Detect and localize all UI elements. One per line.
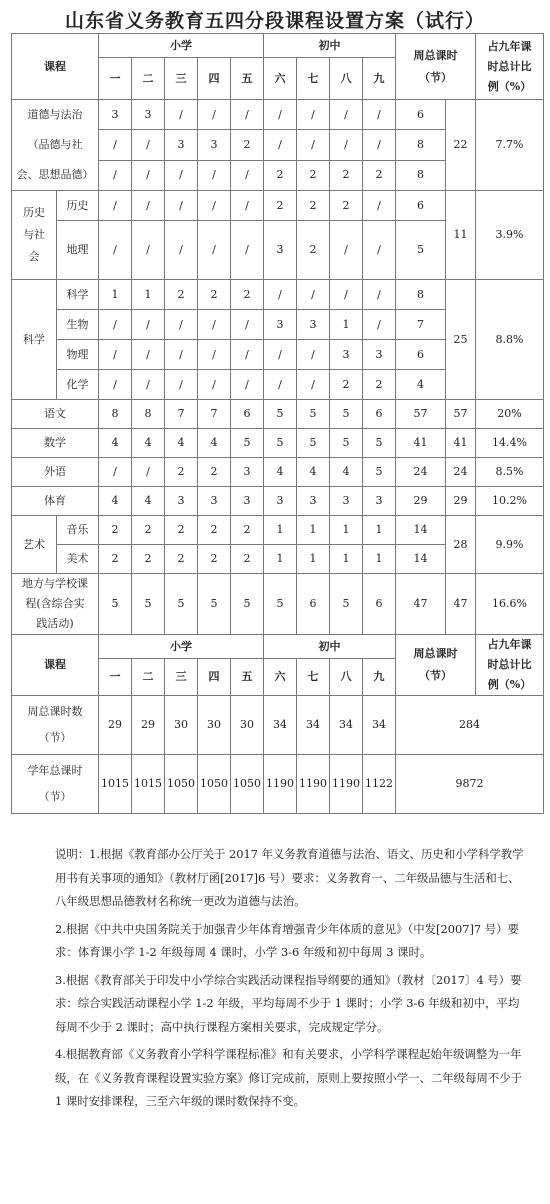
grade-cell: 30 <box>198 696 231 755</box>
grade-cell: / <box>231 221 264 280</box>
grade-cell: 3 <box>363 340 396 370</box>
grade-cell: 6 <box>231 400 264 429</box>
grade-cell: 5 <box>231 429 264 458</box>
grade-cell: 2 <box>231 545 264 574</box>
grade-cell: 1 <box>297 516 330 545</box>
header-weekly-total: 周总课时 （节） <box>396 635 476 696</box>
grade-cell: 5 <box>330 429 363 458</box>
grade-cell: 2 <box>198 545 231 574</box>
table-row <box>12 696 544 755</box>
grade-cell: / <box>165 221 198 280</box>
grade-cell: 4 <box>330 458 363 487</box>
row-total: 24 <box>396 458 446 487</box>
grade-cell: 3 <box>198 130 231 160</box>
group-total: 41 <box>446 429 476 458</box>
grade-cell: 7 <box>165 400 198 429</box>
grade-cell: / <box>330 130 363 160</box>
header-grade: 八 <box>330 659 363 696</box>
grade-cell: / <box>99 458 132 487</box>
grade-cell: / <box>132 160 165 190</box>
weekly-grand-total: 284 <box>396 696 544 755</box>
grade-cell: 4 <box>99 429 132 458</box>
grade-cell: / <box>297 130 330 160</box>
grade-cell: 2 <box>297 160 330 190</box>
row-total: 4 <box>396 370 446 400</box>
grade-cell: 5 <box>297 400 330 429</box>
group-percent: 20% <box>476 400 544 429</box>
grade-cell: 3 <box>99 100 132 130</box>
group-total: 25 <box>446 280 476 400</box>
grade-cell: 2 <box>231 516 264 545</box>
grade-cell: / <box>165 100 198 130</box>
grade-cell: / <box>264 100 297 130</box>
grade-cell: 2 <box>297 221 330 280</box>
row-total: 57 <box>396 400 446 429</box>
grade-cell: 2 <box>198 458 231 487</box>
subject-local: 地方与学校课 程(含综合实 践活动) <box>12 574 99 635</box>
grade-cell: / <box>132 191 165 221</box>
header-grade: 二 <box>132 58 165 100</box>
grade-cell: 2 <box>363 160 396 190</box>
grade-cell: 4 <box>297 458 330 487</box>
grade-cell: 3 <box>198 487 231 516</box>
header-grade: 四 <box>198 58 231 100</box>
grade-cell: 2 <box>198 516 231 545</box>
note-4: 4.根据教育部《义务教育小学科学课程标准》和有关要求，小学科学课程起始年级调整为一年级，在《义务教育课程设置实验方案》修订完成前，原则上要按照小学一、二年级每周不少于 1 课时安排课程，三至六年级的课时数保持不变。 <box>55 1047 523 1108</box>
sub-subject: 美术 <box>57 545 99 574</box>
subject-science: 科学 <box>12 280 57 400</box>
grade-cell: / <box>99 130 132 160</box>
grade-cell: / <box>198 310 231 340</box>
grade-cell: 4 <box>165 429 198 458</box>
grade-cell: 1 <box>99 280 132 310</box>
grade-cell: / <box>99 191 132 221</box>
header-grade: 九 <box>363 58 396 100</box>
grade-cell: 3 <box>132 100 165 130</box>
grade-cell: / <box>363 100 396 130</box>
grade-cell: 2 <box>132 516 165 545</box>
grade-cell: / <box>165 310 198 340</box>
group-percent: 8.8% <box>476 280 544 400</box>
grade-cell: / <box>165 191 198 221</box>
yearly-total-label: 学年总课时 （节） <box>12 755 99 814</box>
grade-cell: 1 <box>330 516 363 545</box>
table-row <box>12 574 544 635</box>
row-total: 5 <box>396 221 446 280</box>
grade-cell: / <box>198 370 231 400</box>
grade-cell: / <box>297 100 330 130</box>
header-percent: 占九年课 时总计比 例（%） <box>476 34 544 100</box>
grade-cell: / <box>330 280 363 310</box>
grade-cell: 2 <box>330 160 363 190</box>
table-row <box>12 635 544 659</box>
subject-single: 数学 <box>12 429 99 458</box>
grade-cell: 5 <box>363 429 396 458</box>
grade-cell: 3 <box>330 487 363 516</box>
group-total: 24 <box>446 458 476 487</box>
header-grade: 一 <box>99 659 132 696</box>
notes <box>55 843 524 1114</box>
grade-cell: 34 <box>264 696 297 755</box>
table-row <box>12 487 544 516</box>
group-percent: 16.6% <box>476 574 544 635</box>
grade-cell: 7 <box>198 400 231 429</box>
grade-cell: 1 <box>264 545 297 574</box>
grade-cell: 2 <box>165 458 198 487</box>
row-total: 47 <box>396 574 446 635</box>
grade-cell: / <box>264 130 297 160</box>
grade-cell: 5 <box>99 574 132 635</box>
grade-cell: / <box>264 280 297 310</box>
grade-cell: 4 <box>264 458 297 487</box>
header-grade: 六 <box>264 58 297 100</box>
grade-cell: 5 <box>264 429 297 458</box>
header-primary: 小学 <box>99 635 264 659</box>
grade-cell: 5 <box>198 574 231 635</box>
grade-cell: 2 <box>330 191 363 221</box>
grade-cell: / <box>132 130 165 160</box>
header-weekly-total: 周总课时 （节） <box>396 34 476 100</box>
group-percent: 8.5% <box>476 458 544 487</box>
table-row <box>12 100 544 130</box>
row-total: 14 <box>396 545 446 574</box>
grade-cell: 34 <box>330 696 363 755</box>
grade-cell: 2 <box>264 160 297 190</box>
header-course: 课程 <box>12 34 99 100</box>
row-total: 6 <box>396 100 446 130</box>
grade-cell: 1190 <box>330 755 363 814</box>
grade-cell: 4 <box>198 429 231 458</box>
grade-cell: 3 <box>264 221 297 280</box>
row-total: 7 <box>396 310 446 340</box>
grade-cell: / <box>99 221 132 280</box>
row-total: 14 <box>396 516 446 545</box>
header-grade: 一 <box>99 58 132 100</box>
grade-cell: 1190 <box>297 755 330 814</box>
grade-cell: / <box>330 221 363 280</box>
sub-subject: 科学 <box>57 280 99 310</box>
grade-cell: / <box>297 340 330 370</box>
yearly-grand-total: 9872 <box>396 755 544 814</box>
grade-cell: / <box>132 310 165 340</box>
grade-cell: / <box>198 160 231 190</box>
grade-cell: 2 <box>297 191 330 221</box>
grade-cell: 1015 <box>132 755 165 814</box>
group-total: 11 <box>446 191 476 280</box>
group-percent: 9.9% <box>476 516 544 574</box>
grade-cell: 5 <box>264 400 297 429</box>
grade-cell: 2 <box>165 545 198 574</box>
grade-cell: / <box>363 221 396 280</box>
row-total: 8 <box>396 130 446 160</box>
sub-subject: 历史 <box>57 191 99 221</box>
header-middle: 初中 <box>264 34 396 58</box>
grade-cell: 29 <box>132 696 165 755</box>
grade-cell: 3 <box>297 310 330 340</box>
group-total: 28 <box>446 516 476 574</box>
subject-moral: 道德与法治 （品德与社 会、思想品德） <box>12 100 99 191</box>
grade-cell: / <box>264 370 297 400</box>
table-row <box>12 280 544 310</box>
header-middle: 初中 <box>264 635 396 659</box>
grade-cell: 3 <box>297 487 330 516</box>
sub-subject: 音乐 <box>57 516 99 545</box>
grade-cell: / <box>231 100 264 130</box>
grade-cell: 3 <box>231 458 264 487</box>
grade-cell: 6 <box>363 400 396 429</box>
grade-cell: 1015 <box>99 755 132 814</box>
grade-cell: / <box>231 340 264 370</box>
grade-cell: 4 <box>99 487 132 516</box>
grade-cell: 5 <box>363 458 396 487</box>
grade-cell: / <box>132 458 165 487</box>
group-percent: 7.7% <box>476 100 544 191</box>
grade-cell: 6 <box>297 574 330 635</box>
grade-cell: / <box>99 160 132 190</box>
grade-cell: 1190 <box>264 755 297 814</box>
header-grade: 五 <box>231 659 264 696</box>
header-grade: 五 <box>231 58 264 100</box>
header-grade: 七 <box>297 58 330 100</box>
grade-cell: 5 <box>330 400 363 429</box>
grade-cell: / <box>363 310 396 340</box>
grade-cell: 2 <box>264 191 297 221</box>
weekly-total-label: 周总课时数 （节） <box>12 696 99 755</box>
header-course: 课程 <box>12 635 99 696</box>
header-grade: 二 <box>132 659 165 696</box>
header-grade: 三 <box>165 58 198 100</box>
grade-cell: 1 <box>363 516 396 545</box>
grade-cell: 1050 <box>165 755 198 814</box>
grade-cell: 29 <box>99 696 132 755</box>
grade-cell: 2 <box>132 545 165 574</box>
grade-cell: / <box>264 340 297 370</box>
grade-cell: 34 <box>297 696 330 755</box>
grade-cell: 1 <box>363 545 396 574</box>
row-total: 6 <box>396 191 446 221</box>
group-total: 29 <box>446 487 476 516</box>
row-total: 8 <box>396 160 446 190</box>
grade-cell: / <box>99 310 132 340</box>
table-row <box>12 429 544 458</box>
grade-cell: / <box>198 340 231 370</box>
sub-subject: 生物 <box>57 310 99 340</box>
grade-cell: 2 <box>330 370 363 400</box>
grade-cell: 4 <box>132 487 165 516</box>
grade-cell: 1 <box>330 310 363 340</box>
curriculum-table <box>11 33 544 814</box>
header-percent: 占九年课 时总计比 例（%） <box>476 635 544 696</box>
grade-cell: 1122 <box>363 755 396 814</box>
grade-cell: / <box>165 160 198 190</box>
grade-cell: / <box>99 340 132 370</box>
grade-cell: 1 <box>132 280 165 310</box>
grade-cell: 5 <box>231 574 264 635</box>
grade-cell: 1 <box>264 516 297 545</box>
grade-cell: 34 <box>363 696 396 755</box>
row-total: 29 <box>396 487 446 516</box>
row-total: 6 <box>396 340 446 370</box>
grade-cell: 3 <box>165 130 198 160</box>
grade-cell: 4 <box>132 429 165 458</box>
header-grade: 八 <box>330 58 363 100</box>
header-primary: 小学 <box>99 34 264 58</box>
grade-cell: / <box>198 221 231 280</box>
table-row <box>12 191 544 221</box>
grade-cell: / <box>363 130 396 160</box>
group-percent: 14.4% <box>476 429 544 458</box>
grade-cell: / <box>297 280 330 310</box>
grade-cell: 3 <box>165 487 198 516</box>
group-percent: 3.9% <box>476 191 544 280</box>
grade-cell: 1050 <box>198 755 231 814</box>
grade-cell: 8 <box>99 400 132 429</box>
grade-cell: 2 <box>165 516 198 545</box>
grade-cell: 2 <box>165 280 198 310</box>
header-grade: 七 <box>297 659 330 696</box>
grade-cell: 2 <box>99 516 132 545</box>
row-total: 41 <box>396 429 446 458</box>
grade-cell: 1 <box>330 545 363 574</box>
table-row <box>12 458 544 487</box>
subject-single: 体育 <box>12 487 99 516</box>
subject-single: 外语 <box>12 458 99 487</box>
subject-history-society: 历史 与社 会 <box>12 191 57 280</box>
grade-cell: / <box>132 340 165 370</box>
grade-cell: 3 <box>264 310 297 340</box>
row-total: 8 <box>396 280 446 310</box>
group-total: 22 <box>446 100 476 191</box>
grade-cell: 30 <box>231 696 264 755</box>
grade-cell: 1 <box>297 545 330 574</box>
header-grade: 四 <box>198 659 231 696</box>
note-2: 2.根据《中共中央国务院关于加强青少年体育增强青少年体质的意见》（中发[2007]7 号）要求：体育课小学 1-2 年级每周 4 课时，小学 3-6 年级和初中每周 3 课时。 <box>55 921 519 959</box>
grade-cell: 8 <box>132 400 165 429</box>
grade-cell: / <box>132 221 165 280</box>
grade-cell: 2 <box>99 545 132 574</box>
table-row <box>12 516 544 545</box>
grade-cell: / <box>363 280 396 310</box>
header-grade: 九 <box>363 659 396 696</box>
grade-cell: / <box>231 370 264 400</box>
grade-cell: / <box>363 191 396 221</box>
sub-subject: 化学 <box>57 370 99 400</box>
subject-single: 语文 <box>12 400 99 429</box>
grade-cell: 2 <box>231 280 264 310</box>
sub-subject: 地理 <box>57 221 99 280</box>
grade-cell: 5 <box>297 429 330 458</box>
sub-subject: 物理 <box>57 340 99 370</box>
table-row <box>12 34 544 58</box>
grade-cell: 1050 <box>231 755 264 814</box>
grade-cell: / <box>231 160 264 190</box>
header-grade: 六 <box>264 659 297 696</box>
header-grade: 三 <box>165 659 198 696</box>
grade-cell: 6 <box>363 574 396 635</box>
grade-cell: / <box>198 191 231 221</box>
grade-cell: 2 <box>198 280 231 310</box>
group-total: 47 <box>446 574 476 635</box>
grade-cell: 5 <box>132 574 165 635</box>
page-title: 山东省义务教育五四分段课程设置方案（试行） <box>64 10 485 32</box>
grade-cell: 2 <box>231 130 264 160</box>
table-row <box>12 755 544 814</box>
grade-cell: 5 <box>330 574 363 635</box>
grade-cell: 5 <box>165 574 198 635</box>
grade-cell: / <box>165 340 198 370</box>
subject-art: 艺术 <box>12 516 57 574</box>
grade-cell: 3 <box>363 487 396 516</box>
grade-cell: / <box>165 370 198 400</box>
grade-cell: 30 <box>165 696 198 755</box>
grade-cell: / <box>231 310 264 340</box>
grade-cell: 5 <box>264 574 297 635</box>
grade-cell: 2 <box>363 370 396 400</box>
group-percent: 10.2% <box>476 487 544 516</box>
grade-cell: 3 <box>330 340 363 370</box>
grade-cell: / <box>231 191 264 221</box>
grade-cell: / <box>297 370 330 400</box>
grade-cell: / <box>198 100 231 130</box>
grade-cell: 3 <box>231 487 264 516</box>
note-3: 3.根据《教育部关于印发中小学综合实践活动课程指导纲要的通知》（教材〔2017〕4 号）要求：综合实践活动课程小学 1-2 年级，平均每周不少于 1 课时；小学 3-6 年级和初中，平均每周不少于 2 课时；高中执行课程方案相关要求，完成规定学分。 <box>55 972 522 1034</box>
note-1: 说明：1.根据《教育部办公厅关于 2017 年义务教育道德与法治、语文、历史和小学科学教学用书有关事项的通知》（教材厅函[2017]6 号）要求：义务教育一、二年级品德与生活和七、八年级思想品德教材名称统一更改为道德与法治。 <box>55 847 524 908</box>
grade-cell: / <box>330 100 363 130</box>
grade-cell: 3 <box>264 487 297 516</box>
grade-cell: / <box>99 370 132 400</box>
group-total: 57 <box>446 400 476 429</box>
grade-cell: / <box>132 370 165 400</box>
table-row <box>12 400 544 429</box>
